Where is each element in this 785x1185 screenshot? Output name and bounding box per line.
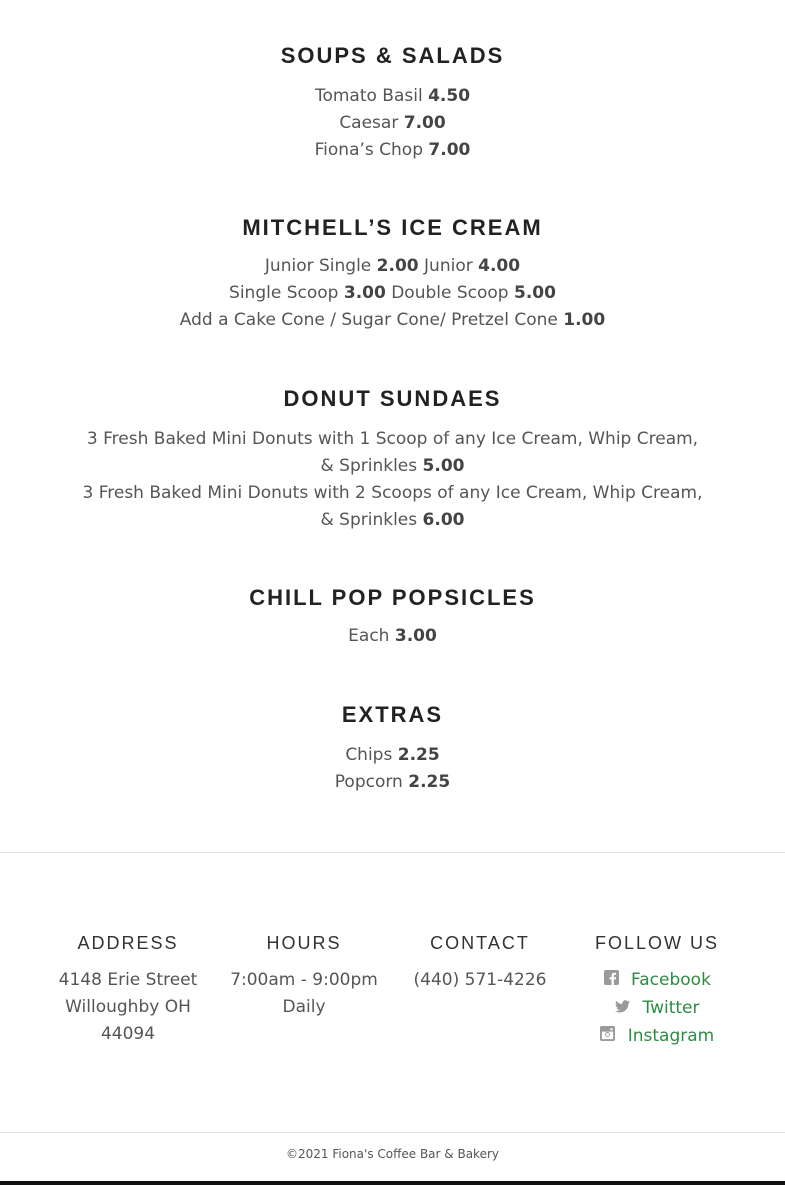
item-name: Tomato Basil	[314, 86, 423, 106]
section-title: MITCHELL’S ICE CREAM	[242, 215, 543, 240]
item-name: Chips	[345, 745, 393, 765]
hours-line: 7:00am - 9:00pm	[230, 970, 378, 990]
menu-item	[0, 480, 785, 534]
item-price: 7.00	[428, 140, 471, 160]
instagram-link[interactable]	[567, 1022, 747, 1050]
facebook-link[interactable]	[567, 966, 747, 994]
twitter-link[interactable]	[567, 994, 747, 1022]
footer-heading: ADDRESS	[77, 933, 179, 953]
social-label: Facebook	[631, 970, 711, 990]
menu-section-popsicles	[0, 583, 785, 650]
footer-hours	[214, 930, 394, 1021]
item-price: 4.50	[428, 86, 471, 106]
twitter-icon	[615, 994, 631, 1022]
footer-heading: FOLLOW US	[594, 933, 719, 953]
section-title: EXTRAS	[341, 702, 444, 727]
item-name: Junior	[424, 256, 473, 276]
item-name: Popcorn	[334, 772, 403, 792]
facebook-icon	[603, 966, 619, 994]
menu-item	[0, 280, 785, 307]
address-line: Willoughby OH	[65, 997, 191, 1017]
item-description: 3 Fresh Baked Mini Donuts with 1 Scoop of any Ice Cream, Whip Cream,	[86, 429, 699, 449]
social-label: Twitter	[642, 998, 700, 1018]
section-title: DONUT SUNDAES	[283, 386, 502, 411]
item-name: Fiona’s Chop	[314, 140, 423, 160]
menu-item	[0, 769, 785, 796]
phone-number[interactable]: (440) 571-4226	[413, 970, 547, 990]
menu-section-ice-cream	[0, 213, 785, 334]
item-description: 3 Fresh Baked Mini Donuts with 2 Scoops of any Ice Cream, Whip Cream,	[82, 483, 703, 503]
item-name: Double Scoop	[391, 283, 509, 303]
item-price: 2.25	[397, 745, 440, 765]
item-price: 7.00	[403, 113, 446, 133]
menu-section-donut-sundaes	[0, 384, 785, 534]
item-name: Caesar	[339, 113, 399, 133]
footer-heading: CONTACT	[430, 933, 530, 953]
item-description: & Sprinkles	[320, 510, 418, 530]
item-description: & Sprinkles	[320, 456, 418, 476]
item-name: Single Scoop	[229, 283, 339, 303]
menu-item	[0, 426, 785, 480]
instagram-icon	[600, 1022, 616, 1050]
menu-item	[0, 137, 785, 164]
footer-contact	[390, 930, 570, 994]
menu-item	[0, 623, 785, 650]
bottom-divider	[0, 1132, 785, 1133]
item-price: 5.00	[514, 283, 556, 303]
copyright: ©2021 Fiona's Coffee Bar & Bakery	[286, 1147, 499, 1161]
menu-item	[0, 742, 785, 769]
footer-divider	[0, 852, 785, 853]
item-price: 4.00	[478, 256, 521, 276]
menu-item	[0, 307, 785, 334]
menu-item	[0, 253, 785, 280]
item-price: 2.25	[408, 772, 451, 792]
address-line: 44094	[100, 1024, 156, 1044]
item-price: 6.00	[422, 510, 465, 530]
item-price: 1.00	[563, 310, 606, 330]
item-name: Add a Cake Cone / Sugar Cone/ Pretzel Cone	[179, 310, 558, 330]
item-price: 2.00	[376, 256, 419, 276]
menu-section-soups-salads	[0, 41, 785, 164]
item-name: Junior Single	[264, 256, 372, 276]
menu-item	[0, 110, 785, 137]
section-title: SOUPS & SALADS	[280, 43, 505, 68]
footer-address	[38, 930, 218, 1048]
item-price: 5.00	[422, 456, 465, 476]
section-title: CHILL POP POPSICLES	[249, 585, 536, 610]
item-name: Each	[348, 626, 390, 646]
footer-heading: HOURS	[266, 933, 342, 953]
item-price: 3.00	[394, 626, 437, 646]
menu-section-extras	[0, 700, 785, 796]
footer-follow	[567, 930, 747, 1050]
menu-item	[0, 83, 785, 110]
social-label: Instagram	[627, 1026, 715, 1046]
bottom-bar	[0, 1181, 785, 1185]
hours-line: Daily	[282, 997, 326, 1017]
address-line: 4148 Erie Street	[58, 970, 198, 990]
item-price: 3.00	[343, 283, 386, 303]
